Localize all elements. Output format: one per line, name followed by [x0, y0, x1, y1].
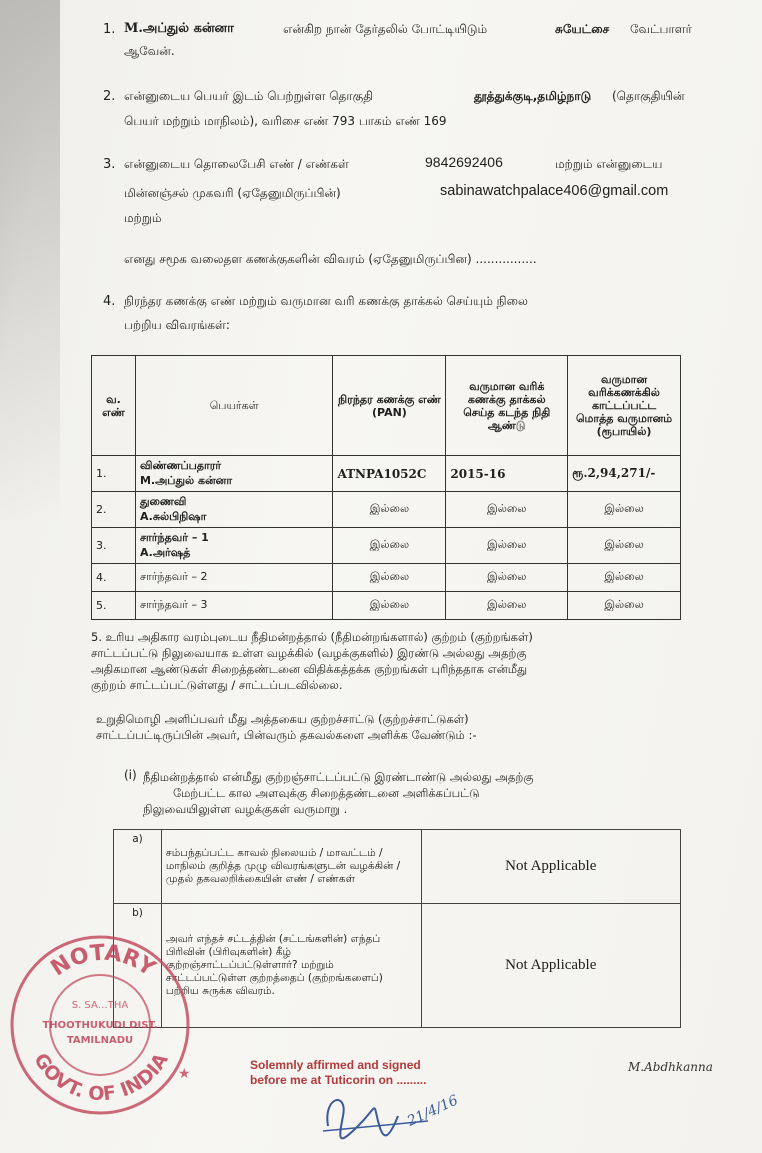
table-row: [92, 456, 681, 492]
row-pan: இல்லை: [333, 528, 446, 564]
item-2-number: 2.: [103, 89, 116, 104]
col-header-sno: வ. எண்: [92, 356, 136, 456]
row-sno: 2.: [92, 492, 136, 528]
row-name: [135, 492, 333, 528]
row-label-b: b): [114, 904, 162, 1028]
row-income: இல்லை: [568, 492, 681, 528]
item-5-line2: சாட்டப்பட்டு நிலுவையாக உள்ள வழக்கில் (வழக்குகளில்) இரண்டு அல்லது அதற்கு: [91, 646, 527, 660]
phone-number: 9842692406: [425, 154, 503, 170]
row-name: [135, 456, 333, 492]
affirmant-para-line1: உறுதிமொழி அளிப்பவர் மீது அத்தகைய குற்றச்சாட்டு (குற்றச்சாட்டுகள்): [96, 712, 469, 726]
row-year: இல்லை: [446, 564, 568, 592]
constituency: தூத்துக்குடி,தமிழ்நாடு: [474, 89, 592, 103]
table-row: [92, 492, 681, 528]
row-name: [135, 528, 333, 564]
paper-fold-shadow: [0, 0, 60, 520]
row-name: சார்ந்தவர் – 3: [135, 592, 333, 620]
row-name-role: துணைவி: [139, 494, 187, 508]
row-pan: ATNPA1052C: [333, 456, 446, 492]
item-1-text: என்கிற நான் தேர்தலில் போட்டியிடும்: [283, 22, 488, 36]
candidate-signature: M.Abdhkanna: [628, 1060, 713, 1074]
candidate-party: சுயேட்சை: [555, 22, 610, 36]
item-3-text: என்னுடைய தொலைபேசி எண் / எண்கள்: [124, 157, 349, 171]
item-1-number: 1.: [103, 22, 116, 37]
stamp-top-text: NOTARY: [46, 940, 160, 982]
item-2-line2: பெயர் மற்றும் மாநிலம்), வரிசை எண் 793 பாகம் எண் 169: [124, 114, 447, 128]
item-3-line4: எனது சமூக வலைதள கணக்குகளின் விவரம் (ஏதேனுமிருப்பின) ................: [124, 252, 537, 266]
table-row: [92, 592, 681, 620]
row-pan: இல்லை: [333, 592, 446, 620]
table-row: [114, 904, 681, 1028]
item-3-line3: மற்றும்: [124, 211, 162, 225]
item-4-line2: பற்றிய விவரங்கள்:: [124, 318, 230, 332]
row-sno: 5.: [92, 592, 136, 620]
col-header-year: வருமான வரிக் கணக்கு தாக்கல் செய்த கடந்த நிதி ஆண்டு: [446, 356, 568, 456]
item-2-text: என்னுடைய பெயர் இடம் பெற்றுள்ள தொகுதி: [124, 89, 374, 103]
row-sno: 4.: [92, 564, 136, 592]
sub-item-number: (i): [124, 768, 137, 782]
row-pan: இல்லை: [333, 564, 446, 592]
notary-sign-date: 21/4/16: [404, 1092, 461, 1130]
row-year: 2015-16: [446, 456, 568, 492]
row-name-role: விண்ணப்பதாரர்: [139, 458, 222, 472]
row-name-person: A.சுல்பிநிஷா: [139, 509, 207, 523]
row-name-role: சார்ந்தவர் – 1: [139, 530, 209, 544]
notary-stamp: [8, 930, 193, 1115]
item-4-number: 4.: [103, 294, 116, 309]
item-3-number: 3.: [103, 157, 116, 172]
item-5-line3: அதிகமான ஆண்டுகள் சிறைத்தண்டனை விதிக்கத்தக்க குற்றங்கள் புரிந்ததாக என்மீது: [91, 662, 528, 676]
item-5-line4: குற்றம் சாட்டப்பட்டுள்ளது / சாட்டப்படவில்லை.: [91, 678, 343, 692]
star-icon: ★: [178, 1066, 191, 1082]
pan-table: [91, 355, 681, 620]
notary-signature: [318, 1086, 468, 1150]
item-5-line1: 5. உரிய அதிகார வரம்புடைய நீதிமன்றத்தால் (நீதிமன்றங்களால்) குற்றம் (குற்றங்கள்): [91, 630, 533, 644]
table-row: [92, 528, 681, 564]
row-income: ரூ.2,94,271/-: [568, 456, 681, 492]
row-sno: 3.: [92, 528, 136, 564]
row-b-description: அவர் எந்தச் சட்டத்தின் (சட்டங்களின்) எந்தப் பிரிவின் (பிரிவுகளின்) கீழ் குற்றஞ்சாட்டப்பட்டுள்ளார்? மற்றும் சாட்டப்பட்டுள்ள குற்றத்தைப் (குற்றங்களைப்) பற்றிய சுருக்க விவரம்.: [161, 904, 421, 1028]
col-header-names: பெயர்கள்: [135, 356, 333, 456]
stamp-district: THOOTHUKUDI DIST.: [42, 1020, 158, 1031]
row-a-value: Not Applicable: [421, 830, 680, 904]
stamp-state: TAMILNADU: [66, 1035, 134, 1046]
row-label-a: a): [114, 830, 162, 904]
solemn-affirmation: [250, 1058, 426, 1088]
row-income: இல்லை: [568, 592, 681, 620]
sub-item-line1: நீதிமன்றத்தால் என்மீது குற்றஞ்சாட்டப்பட்டு இரண்டாண்டு அல்லது அதற்கு: [143, 770, 534, 784]
candidate-name: M.அப்துல் கன்னா: [124, 21, 234, 36]
row-a-description: சம்பந்தப்பட்ட காவல் நிலையம் / மாவட்டம் / மாநிலம் குறித்த முழு விவரங்களுடன் வழக்கின் / முதல் தகவலறிக்கையின் எண் / எண்கள்: [161, 830, 421, 904]
solemn-line2: before me at Tuticorin on .........: [250, 1073, 427, 1087]
item-1-line2: ஆவேன்.: [124, 44, 175, 58]
solemn-line1: Solemnly affirmed and signed: [250, 1058, 421, 1072]
item-2-end: (தொகுதியின்: [612, 89, 685, 103]
row-name: சார்ந்தவர் – 2: [135, 564, 333, 592]
row-b-value: Not Applicable: [421, 904, 680, 1028]
row-year: இல்லை: [446, 492, 568, 528]
table-row: [92, 564, 681, 592]
row-income: இல்லை: [568, 564, 681, 592]
table-row: [114, 830, 681, 904]
sub-item-line3: நிலுவையிலுள்ள வழக்குகள் வருமாறு .: [143, 802, 348, 816]
row-year: இல்லை: [446, 592, 568, 620]
row-income: இல்லை: [568, 528, 681, 564]
stamp-name: S. SA…THA: [71, 1000, 129, 1011]
email-address: sabinawatchpalace406@gmail.com: [440, 183, 669, 199]
sub-item-line2: மேற்பட்ட கால அளவுக்கு சிறைத்தண்டனை அளிக்கப்பட்டு: [173, 786, 480, 800]
col-header-income: வருமான வரிக்கணக்கில் காட்டப்பட்ட மொத்த வருமானம் (ரூபாயில்): [568, 356, 681, 456]
affirmant-para-line2: சாட்டப்பட்டிருப்பின் அவர், பின்வரும் தகவல்களை அளிக்க வேண்டும் :-: [96, 728, 477, 742]
col-header-pan: நிரந்தர கணக்கு எண் (PAN): [333, 356, 446, 456]
item-1-end: வேட்பாளர்: [630, 22, 692, 36]
row-year: இல்லை: [446, 528, 568, 564]
row-name-person: A.அர்ஷத்: [139, 545, 191, 559]
row-sno: 1.: [92, 456, 136, 492]
item-3-end: மற்றும் என்னுடைய: [555, 157, 663, 171]
criminal-cases-table: [113, 829, 681, 1028]
row-name-person: M.அப்துல் கன்னா: [139, 473, 233, 487]
row-pan: இல்லை: [333, 492, 446, 528]
item-4-line1: நிரந்தர கணக்கு எண் மற்றும் வருமான வரி கணக்கு தாக்கல் செய்யும் நிலை: [124, 294, 528, 308]
stamp-bottom-text: GOVT. OF INDIA: [29, 1049, 173, 1106]
item-3-line2: மின்னஞ்சல் முகவரி (ஏதேனுமிருப்பின்): [124, 186, 341, 200]
